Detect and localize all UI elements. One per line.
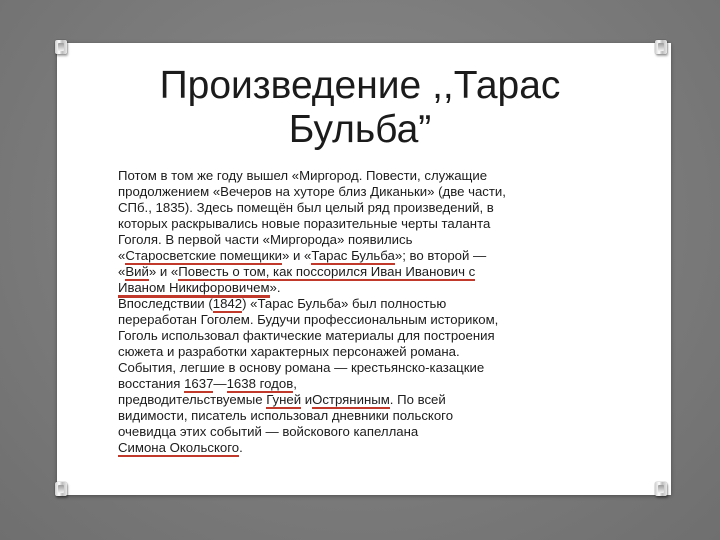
underlined-highlight: Вий (125, 264, 149, 279)
underlined-highlight: Иваном Никифоровичем (118, 280, 270, 298)
text-line (118, 408, 588, 424)
text-segment: Впоследствии ( (118, 296, 213, 311)
text-line (118, 264, 588, 280)
text-segment: » и « (148, 264, 179, 279)
text-segment: Гоголь использовал фактические материалы для построения (118, 328, 495, 343)
pin-bottom-left (55, 482, 67, 496)
body-text (118, 168, 588, 458)
text-line (118, 360, 588, 376)
text-segment: « (118, 248, 126, 263)
text-line (118, 280, 588, 296)
slide-title-line-1: Произведение ,,Тарас (159, 64, 561, 107)
text-segment: и (301, 392, 313, 407)
pin-bottom-right (655, 482, 667, 496)
text-line (118, 168, 588, 184)
underlined-highlight: 1842 (212, 296, 243, 311)
underlined-highlight: Повесть о том, как поссорился Иван Иванович с (178, 264, 476, 279)
text-line (118, 184, 588, 200)
text-segment: »; во второй — (394, 248, 487, 263)
text-line (118, 232, 588, 248)
text-line (118, 440, 588, 458)
text-segment: восстания (118, 376, 185, 391)
pin-top-right (655, 40, 667, 54)
text-segment: ) «Тарас Бульба» был полностью (242, 296, 447, 311)
text-line (118, 216, 588, 232)
text-segment: — (213, 376, 227, 391)
underlined-highlight: Симона Окольского (118, 440, 240, 455)
text-segment: сюжета и разработки характерных персонажей романа. (118, 344, 460, 359)
text-segment: СПб., 1835). Здесь помещён был целый ряд произведений, в (118, 200, 494, 215)
text-segment: . (239, 440, 243, 455)
text-segment: » и « (281, 248, 312, 263)
text-segment: переработан Гоголем. Будучи профессиональным историком, (118, 312, 499, 327)
text-segment: « (118, 264, 126, 279)
underlined-highlight: 1638 годов (226, 376, 294, 391)
text-segment: , (293, 376, 297, 391)
text-segment: видимости, писатель использовал дневники польского (118, 408, 454, 423)
text-segment: продолжением «Вечеров на хуторе близ Диканьки» (две части, (118, 184, 506, 199)
text-line (118, 344, 588, 360)
text-line (118, 296, 588, 312)
slide-title-line-2: Бульба” (288, 108, 432, 151)
pin-top-left (55, 40, 67, 54)
underlined-highlight: 1637 (184, 376, 214, 391)
underlined-highlight: Гуней (266, 392, 302, 407)
text-line (118, 312, 588, 328)
text-segment: События, легшие в основу романа — крестьянско-казацкие (118, 360, 485, 375)
text-segment: которых раскрывались новые поразительные черты таланта (118, 216, 491, 231)
text-line (118, 328, 588, 344)
text-line (118, 248, 588, 264)
underlined-highlight: Тарас Бульба (311, 248, 395, 263)
text-line (118, 200, 588, 216)
text-segment: Потом в том же году вышел «Миргород. Повести, служащие (118, 168, 488, 183)
text-segment: предводительствуемые (118, 392, 267, 407)
underlined-highlight: Остряниным (312, 392, 390, 407)
text-line (118, 392, 588, 408)
underlined-highlight: Старосветские помещики (125, 248, 282, 263)
text-line (118, 376, 588, 392)
text-segment: Гоголя. В первой части «Миргорода» появились (118, 232, 413, 247)
text-segment: очевидца этих событий — войскового капеллана (118, 424, 419, 439)
text-line (118, 424, 588, 440)
text-segment: . По всей (389, 392, 446, 407)
text-segment: ». (269, 280, 281, 295)
